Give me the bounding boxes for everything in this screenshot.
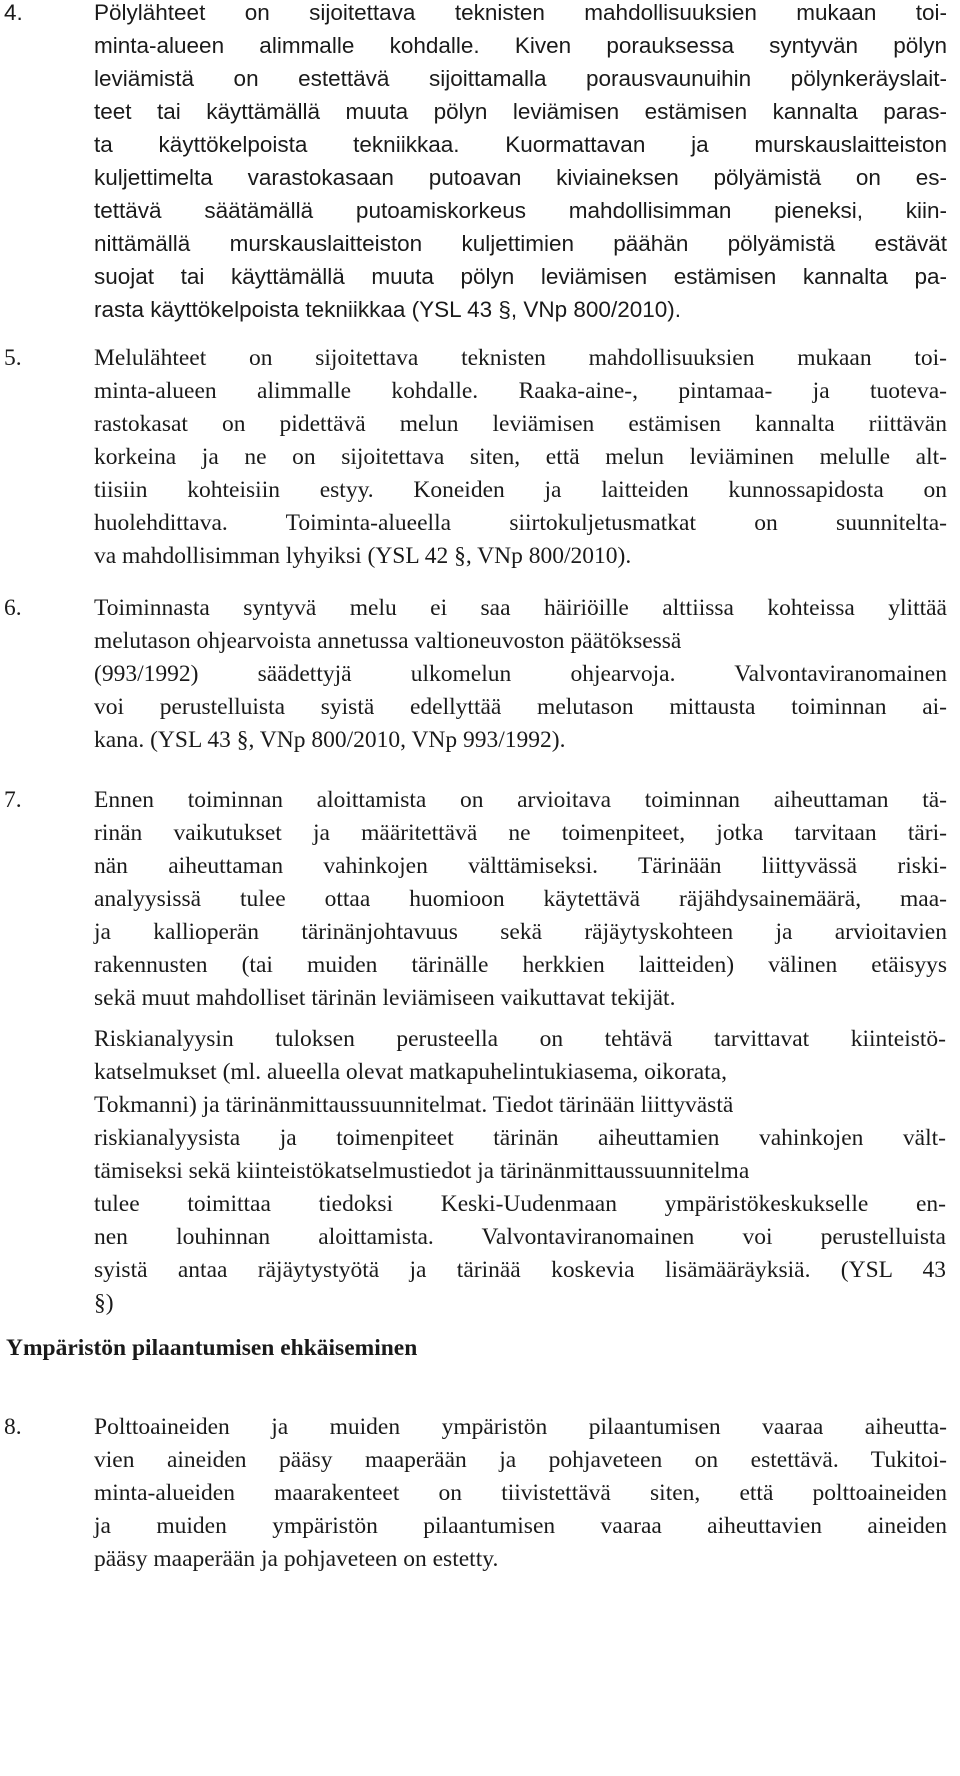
text-line: tämiseksi sekä kiinteistökatselmustiedot ja tärinänmittaussuunnitelma [94,1158,750,1184]
list-item-6 [4,592,947,757]
text-line: nen louhinnan aloittamista. Valvontaviranomainen voi perustelluista [94,1224,946,1250]
text-line: rasta käyttökelpoista tekniikkaa (YSL 43 §, VNp 800/2010). [94,297,681,322]
text-line: analyysissä tulee ottaa huomioon käytettävä räjähdysainemäärä, maa- [94,886,947,912]
list-item-4 [4,0,947,326]
item-text [94,592,947,757]
text-line: katselmukset (ml. alueella olevat matkapuhelintukiasema, oikorata, [94,1059,727,1085]
text-line: ja kallioperän tärinänjohtavuus sekä räjäytyskohteen ja arvioitavien [94,919,947,945]
item-number: 7. [4,787,22,813]
text-line: Tokmanni) ja tärinänmittaussuunnitelmat. Tiedot tärinään liittyvästä [94,1092,734,1118]
text-line: huolehdittava. Toiminta-alueella siirtokuljetusmatkat on suunniteltа- [94,510,947,536]
text-line: Polttoaineiden ja muiden ympäristön pilaantumisen vaaraa aiheutta- [94,1414,947,1440]
text-line: §) [94,1290,114,1316]
text-line: suojat tai käyttämällä muuta pölyn leviämisen estämisen kannalta pa- [94,264,947,289]
text-line: rakennusten (tai muiden tärinälle herkkien laitteiden) välinen etäisyys [94,952,947,978]
text-line: Pölylähteet on sijoitettava teknisten mahdollisuuksien mukaan toi- [94,0,947,25]
item-number: 5. [4,345,22,371]
item-text [94,1411,947,1576]
item-text [94,784,947,1015]
item-text [94,0,947,326]
text-line: nän aiheuttaman vahinkojen välttämiseksi. Tärinään liittyvässä riski- [94,853,947,879]
text-line: ja muiden ympäristön pilaantumisen vaaraa aiheuttavien aineiden [94,1513,947,1539]
text-line: minta-alueiden maarakenteet on tiivistettävä siten, että polttoaineiden [94,1480,947,1506]
list-item-7 [4,784,947,1015]
text-line: kuljettimelta varastokasaan putoavan kiviaineksen pölyämistä on es- [94,165,947,190]
text-line: tulee toimittaa tiedoksi Keski-Uudenmaan ympäristökeskukselle en- [94,1191,946,1217]
text-line: leviämistä on estettävä sijoittamalla porausvaunuihin pölynkeräyslait- [94,66,947,91]
text-line: korkeina ja ne on sijoitettava siten, että melun leviäminen melulle alt- [94,444,947,470]
text-line: minta-alueen alimmalle kohdalle. Kiven porauksessa syntyvän pölyn [94,33,947,58]
item-text [94,342,947,573]
text-line: Riskianalyysin tuloksen perusteella on tehtävä tarvittavat kiinteistö- [94,1026,946,1052]
text-line: teet tai käyttämällä muuta pölyn leviämisen estämisen kannalta paras- [94,99,947,124]
text-line: tiisiin kohteisiin estyy. Koneiden ja laitteiden kunnossapidosta on [94,477,947,503]
text-line: syistä antaa räjäytystyötä ja tärinää koskevia lisämääräyksiä. (YSL 43 [94,1257,946,1283]
text-line: kana. (YSL 43 §, VNp 800/2010, VNp 993/1992). [94,727,566,753]
item-number: 4. [4,0,23,25]
list-item-7-continuation [94,1023,946,1320]
section-heading: Ympäristön pilaantumisen ehkäiseminen [6,1335,418,1361]
text-line: pääsy maaperään ja pohjaveteen on estetty. [94,1546,499,1572]
text-line: Toiminnasta syntyvä melu ei saa häiriöille alttiissa kohteissa ylittää [94,595,947,621]
text-line: va mahdollisimman lyhyiksi (YSL 42 §, VNp 800/2010). [94,543,632,569]
text-line: nittämällä murskauslaitteiston kuljettimien päähän pölyämistä estävät [94,231,947,256]
text-line: melutason ohjearvoista annetussa valtioneuvoston päätöksessä [94,628,682,654]
item-number: 8. [4,1414,22,1440]
text-line: tettävä säätämällä putoamiskorkeus mahdollisimman pieneksi, kiin- [94,198,947,223]
text-line: voi perustelluista syistä edellyttää melutason mittausta toiminnan ai- [94,694,947,720]
text-line: Ennen toiminnan aloittamista on arvioitava toiminnan aiheuttaman tä- [94,787,947,813]
text-line: Melulähteet on sijoitettava teknisten mahdollisuuksien mukaan toi- [94,345,947,371]
text-line: sekä muut mahdolliset tärinän leviämiseen vaikuttavat tekijät. [94,985,676,1011]
text-line: rastokasat on pidettävä melun leviämisen estämisen kannalta riittävän [94,411,947,437]
text-line: ta käyttökelpoista tekniikkaa. Kuormattavan ja murskauslaitteiston [94,132,947,157]
text-line: vien aineiden pääsy maaperään ja pohjaveteen on estettävä. Tukitoi- [94,1447,947,1473]
list-item-5 [4,342,947,573]
text-line: rinän vaikutukset ja määritettävä ne toimenpiteet, jotka tarvitaan täri- [94,820,947,846]
item-number: 6. [4,595,22,621]
text-line: minta-alueen alimmalle kohdalle. Raaka-aine-, pintamaa- ja tuoteva- [94,378,947,404]
text-line: riskianalyysista ja toimenpiteet tärinän aiheuttamien vahinkojen vält- [94,1125,946,1151]
text-line: (993/1992) säädettyjä ulkomelun ohjearvoja. Valvontaviranomainen [94,661,947,687]
list-item-8 [4,1411,947,1576]
